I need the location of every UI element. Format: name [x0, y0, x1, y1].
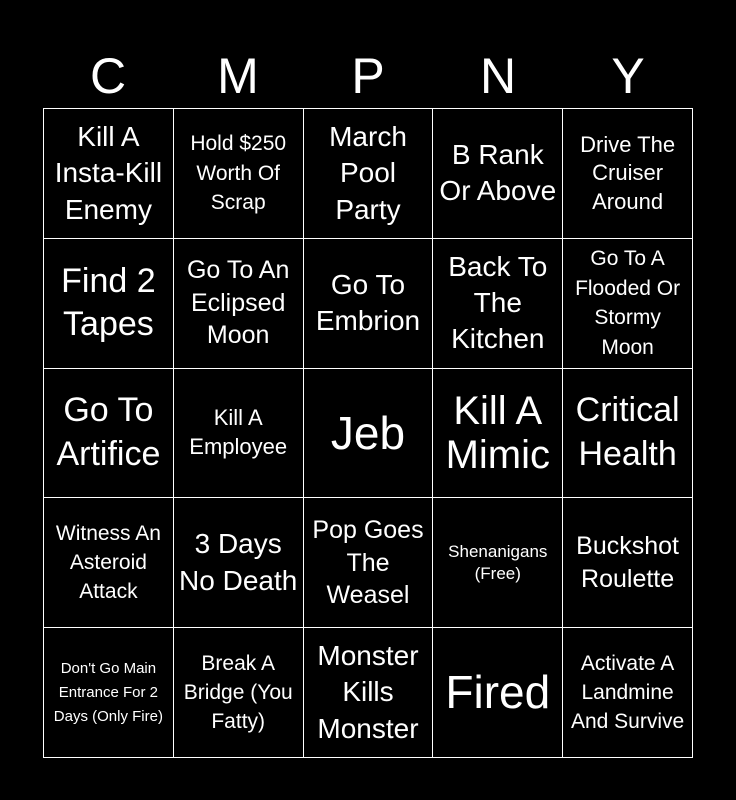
header-letter-n: N: [479, 48, 517, 104]
bingo-cell-text: Go To Artifice: [56, 391, 161, 473]
bingo-cell-r5c4[interactable]: [433, 628, 563, 758]
bingo-cell-r1c5[interactable]: [563, 109, 693, 239]
bingo-board: [43, 108, 693, 758]
bingo-cell-text: Critical Health: [575, 391, 680, 473]
bingo-cell-r1c2[interactable]: [174, 109, 304, 239]
bingo-cell-text: B Rank Or Above: [439, 139, 557, 207]
bingo-cell-r2c2[interactable]: [174, 239, 304, 369]
bingo-cell-r4c5[interactable]: [563, 498, 693, 628]
bingo-cell-r2c4[interactable]: [433, 239, 563, 369]
header-letter-c: C: [89, 48, 127, 104]
bingo-cell-text: Back To The Kitchen: [448, 250, 548, 355]
header-letter-m: M: [217, 48, 259, 104]
bingo-cell-text: Don't Go Main Entrance For 2 Days (Only Fire): [53, 659, 163, 725]
bingo-cell-r1c1[interactable]: [44, 109, 174, 239]
bingo-cell-text: Monster Kills Monster: [317, 640, 419, 744]
bingo-cell-r3c1[interactable]: [44, 369, 174, 499]
bingo-header: [43, 44, 693, 108]
bingo-cell-r2c5[interactable]: [563, 239, 693, 369]
bingo-cell-r5c2[interactable]: [174, 628, 304, 758]
bingo-cell-r5c5[interactable]: [563, 628, 693, 758]
bingo-cell-r1c3[interactable]: [304, 109, 434, 239]
bingo-cell-r4c3[interactable]: [304, 498, 434, 628]
bingo-cell-r3c4[interactable]: [433, 369, 563, 499]
bingo-cell-text: Witness An Asteroid Attack: [55, 521, 161, 604]
bingo-cell-r4c1[interactable]: [44, 498, 174, 628]
bingo-cell-text: Hold $250 Worth Of Scrap: [190, 132, 287, 215]
bingo-cell-text: Go To Embrion: [315, 268, 421, 337]
bingo-cell-text: Fired: [445, 666, 551, 719]
bingo-cell-text: Buckshot Roulette: [576, 532, 680, 593]
bingo-cell-r5c1[interactable]: [44, 628, 174, 758]
bingo-cell-text: 3 Days No Death: [179, 528, 298, 596]
bingo-cell-text: Find 2 Tapes: [61, 261, 156, 344]
bingo-cell-text: Activate A Landmine And Survive: [570, 651, 685, 734]
header-letter-y: Y: [611, 48, 645, 104]
bingo-cell-text: Kill A Insta-Kill Enemy: [54, 120, 163, 225]
bingo-cell-r1c4[interactable]: [433, 109, 563, 239]
bingo-cell-r4c2[interactable]: [174, 498, 304, 628]
bingo-cell-text: March Pool Party: [329, 120, 407, 225]
bingo-cell-r3c2[interactable]: [174, 369, 304, 499]
bingo-cell-r2c1[interactable]: [44, 239, 174, 369]
bingo-cell-text: Kill A Employee: [189, 405, 288, 459]
bingo-cell-text: Drive The Cruiser Around: [580, 131, 676, 214]
bingo-cell-text: Jeb: [330, 406, 406, 459]
bingo-cell-r3c5[interactable]: [563, 369, 693, 499]
bingo-cell-r2c3[interactable]: [304, 239, 434, 369]
bingo-cell-r4c4[interactable]: [433, 498, 563, 628]
bingo-cell-text: Break A Bridge (You Fatty): [183, 651, 293, 734]
bingo-cell-r3c3[interactable]: [304, 369, 434, 499]
bingo-cell-text: Go To An Eclipsed Moon: [186, 256, 290, 350]
bingo-cell-text: Pop Goes The Weasel: [312, 516, 424, 610]
bingo-cell-text: Shenanigans (Free): [448, 541, 548, 583]
bingo-cell-text: Kill A Mimic: [445, 388, 550, 477]
bingo-cell-text: Go To A Flooded Or Stormy Moon: [575, 247, 681, 359]
bingo-cell-r5c3[interactable]: [304, 628, 434, 758]
header-letter-p: P: [351, 48, 385, 104]
